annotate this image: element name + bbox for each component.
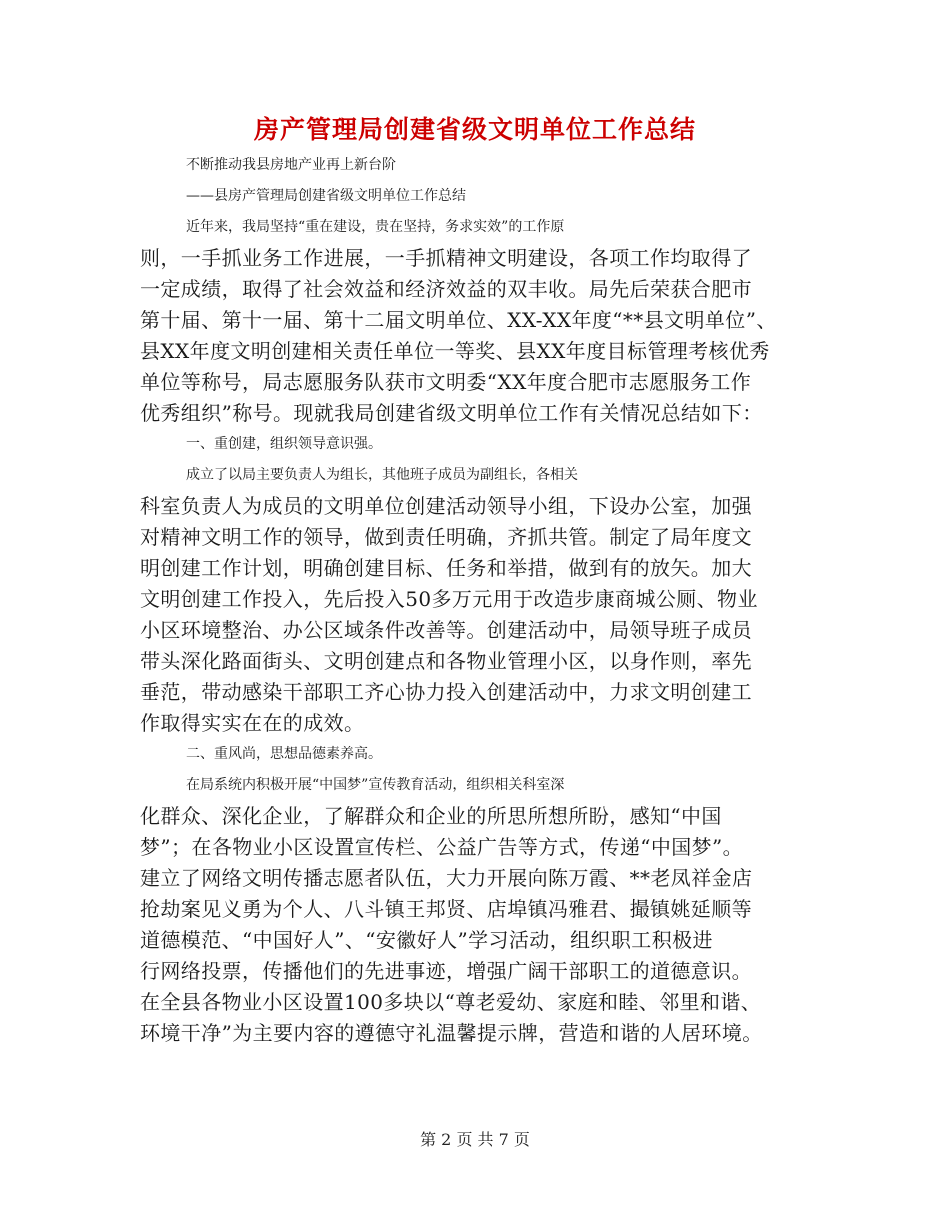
body-text-line: 环境干净”为主要内容的遵德守礼温馨提示牌，营造和谐的人居环境。: [140, 1021, 763, 1045]
body-text-line: 成立了以局主要负责人为组长，其他班子成员为副组长，各相关: [186, 467, 578, 483]
page-number-footer: 第 2 页 共 7 页: [420, 1130, 530, 1149]
body-text-line: 梦”；在各物业小区设置宣传栏、公益广告等方式，传递“中国梦”。: [140, 835, 744, 859]
document-title: 房产管理局创建省级文明单位工作总结: [253, 115, 696, 144]
body-text-line: 科室负责人为成员的文明单位创建活动领导小组，下设办公室，加强: [140, 494, 752, 518]
body-text-line: 作取得实实在在的成效。: [140, 711, 365, 735]
body-text-line: 对精神文明工作的领导，做到责任明确，齐抓共管。制定了局年度文: [140, 525, 752, 549]
body-text-line: 抢劫案见义勇为个人、八斗镇王邦贤、店埠镇冯雅君、撮镇姚延顺等: [140, 897, 752, 921]
body-text-line: 县XX年度文明创建相关责任单位一等奖、县XX年度目标管理考核优秀: [140, 339, 770, 363]
body-text-line: 建立了网络文明传播志愿者队伍，大力开展向陈万霞、**老凤祥金店: [140, 866, 753, 890]
body-text-line: ——县房产管理局创建省级文明单位工作总结: [186, 188, 466, 204]
body-text-line: 明创建工作计划，明确创建目标、任务和举措，做到有的放矢。加大: [140, 556, 752, 580]
body-text-line: 近年来，我局坚持“重在建设，贵在坚持，务求实效”的工作原: [186, 219, 565, 235]
body-text-line: 一、重创建，组织领导意识强。: [186, 436, 382, 452]
body-text-line: 化群众、深化企业，了解群众和企业的所思所想所盼，感知“中国: [140, 804, 722, 828]
body-text-line: 在局系统内积极开展“中国梦”宣传教育活动，组织相关科室深: [186, 777, 565, 793]
body-text-line: 在全县各物业小区设置100多块以“尊老爱幼、家庭和睦、邻里和谐、: [140, 990, 762, 1014]
body-text-line: 优秀组织”称号。现就我局创建省级文明单位工作有关情况总结如下：: [140, 401, 763, 425]
body-text-line: 单位等称号，局志愿服务队获市文明委“XX年度合肥市志愿服务工作: [140, 370, 752, 394]
body-text-line: 带头深化路面街头、文明创建点和各物业管理小区，以身作则，率先: [140, 649, 752, 673]
body-text-line: 不断推动我县房地产业再上新台阶: [186, 157, 396, 173]
body-text-line: 小区环境整治、办公区域条件改善等。创建活动中，局领导班子成员: [140, 618, 752, 642]
body-text-line: 道德模范、“中国好人”、“安徽好人”学习活动，组织职工积极进: [140, 928, 713, 952]
body-text-line: 垂范，带动感染干部职工齐心协力投入创建活动中，力求文明创建工: [140, 680, 752, 704]
body-text-line: 行网络投票，传播他们的先进事迹，增强广阔干部职工的道德意识。: [140, 959, 752, 983]
body-text-line: 二、重风尚，思想品德素养高。: [186, 746, 382, 762]
document-body: [140, 150, 810, 1049]
body-text-line: 一定成绩，取得了社会效益和经济效益的双丰收。局先后荣获合肥市: [140, 277, 752, 301]
body-text-line: 文明创建工作投入，先后投入50多万元用于改造步康商城公厕、物业: [140, 587, 758, 611]
body-text-line: 第十届、第十一届、第十二届文明单位、XX-XX年度“**县文明单位”、: [140, 308, 777, 332]
body-text-line: 则，一手抓业务工作进展，一手抓精神文明建设，各项工作均取得了: [140, 246, 752, 270]
